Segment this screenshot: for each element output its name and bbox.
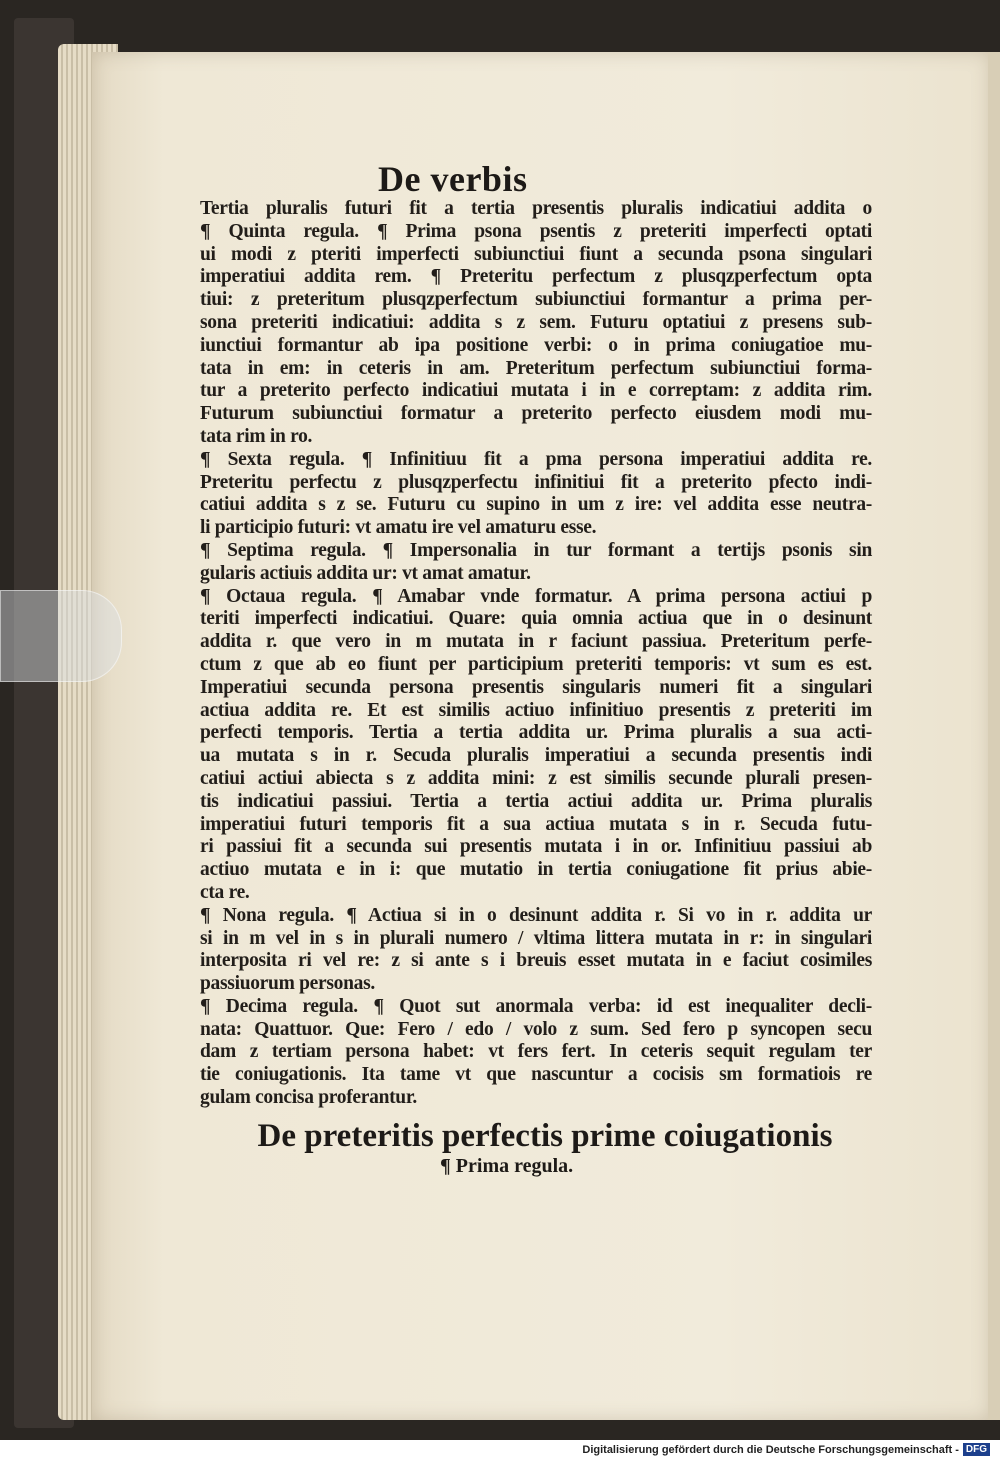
text-line: perfecti temporis. Tertia a tertia addita ur. Prima pluralis a sua acti- [200, 722, 872, 744]
text-line: Imperatiui secunda persona presentis singularis numeri fit a singulari [200, 676, 872, 698]
section-subheading: ¶ Prima regula. [440, 1155, 574, 1177]
text-line: gulam concisa proferantur. [200, 1087, 417, 1109]
text-line: Tertia pluralis futuri fit a tertia presentis pluralis indicatiui addita o [200, 198, 872, 219]
text-line: Preteritu perfectu z plusqzperfectu infinitiui fit a preterito pfecto indi- [200, 471, 872, 493]
text-line: tur a preterito perfecto indicatiui mutata i in e correptam: z addita rim. [200, 380, 872, 402]
text-line: actiua addita re. Et est similis actiuo infinitiuo presentis z preteriti im [200, 699, 872, 721]
text-line: ¶ Septima regula. ¶ Impersonalia in tur formant a tertijs psonis sin [200, 539, 872, 561]
text-line: teriti imperfecti indicatiui. Quare: quia omnia actiua que in o desinunt [200, 608, 872, 630]
text-line: ¶ Decima regula. ¶ Quot sut anormala verba: id est inequaliter decli- [200, 995, 872, 1017]
dfg-logo: DFG [963, 1443, 990, 1456]
text-line: cta re. [200, 881, 250, 903]
text-line: actiuo mutata e in i: que mutatio in tertia coniugatione fit prius abie- [200, 859, 872, 881]
footer-text: Digitalisierung gefördert durch die Deutsche Forschungsgemeinschaft - [582, 1443, 959, 1456]
text-line: tiui: z preteritum plusqzperfectum subiunctiui formantur a prima per- [200, 289, 872, 311]
text-line: imperatiui addita rem. ¶ Preteritu perfectum z plusqzperfectum opta [200, 266, 872, 288]
text-line: ui modi z pteriti imperfecti subiunctiui fiunt a secunda psona singulari [200, 243, 872, 265]
text-line: tata in em: in ceteris in am. Preteritum perfectum subiunctiui forma- [200, 357, 872, 379]
text-line: ri passiui fit a secunda sui presentis mutata i in or. Infinitiuu passiui ab [200, 836, 872, 858]
text-line: li participio futuri: vt amatu ire vel amaturu esse. [200, 517, 597, 539]
text-line: Futurum subiunctiui formatur a preterito perfecto eiusdem modi mu- [200, 403, 872, 425]
text-line: tie coniugationis. Ita tame vt que nascuntur a cocisis sm formatiois re [200, 1064, 872, 1086]
text-line: iunctiui formantur ab ipa positione verbi: o in prima coniugatioe mu- [200, 334, 872, 356]
text-line: tis indicatiui passiui. Tertia a tertia actiui addita ur. Prima pluralis [200, 790, 872, 812]
text-line: passiuorum personas. [200, 973, 375, 995]
text-line: sona preteriti indicatiui: addita s z sem. Futuru optatiui z presens sub- [200, 311, 872, 333]
body-text [200, 198, 872, 1110]
text-line: catiui actiui abiecta s z addita mini: z est similis secunde plurali presen- [200, 767, 872, 789]
text-line: gularis actiuis addita ur: vt amat amatur. [200, 562, 531, 584]
section-heading: De preteritis perfectis prime coiugationis [257, 1118, 833, 1154]
text-line: ctum z que ab eo fiunt per participium preteriti temporis: vt sum es est. [200, 653, 872, 675]
text-line: ¶ Octaua regula. ¶ Amabar vnde formatur. A prima persona actiui p [200, 585, 872, 607]
text-line: ua mutata s in r. Secuda pluralis imperatiui a secunda presentis indi [200, 745, 872, 767]
text-line: ¶ Sexta regula. ¶ Infinitiuu fit a pma persona imperatiui addita re. [200, 448, 872, 470]
text-line: ¶ Quinta regula. ¶ Prima psona psentis z preteriti imperfecti optati [200, 220, 872, 242]
text-line: dam z tertiam persona habet: vt fers fert. In ceteris sequit regulam ter [200, 1041, 872, 1063]
page-heading: De verbis [378, 159, 528, 199]
page-right-edge [988, 52, 1000, 1420]
page-clip [0, 590, 122, 682]
text-line: interposita ri vel re: z si ante s i breuis esset mutata in e faciut cosimiles [200, 950, 872, 972]
text-line: nata: Quattuor. Que: Fero / edo / volo z sum. Sed fero p syncopen secu [200, 1018, 872, 1040]
text-line: imperatiui futuri temporis fit a sua actiua mutata s in r. Secuda futu- [200, 813, 872, 835]
text-line: ¶ Nona regula. ¶ Actiua si in o desinunt addita r. Si vo in r. addita ur [200, 904, 872, 926]
text-line: si in m vel in s in plurali numero / vltima littera mutata in r: in singulari [200, 927, 872, 949]
text-line: tata rim in ro. [200, 425, 313, 447]
text-line: addita r. que vero in m mutata in r faciunt passiua. Preteritum perfe- [200, 631, 872, 653]
footer [582, 1443, 990, 1456]
text-line: catiui addita s z se. Futuru cu supino in um z ire: vel addita esse neutra- [200, 494, 872, 516]
